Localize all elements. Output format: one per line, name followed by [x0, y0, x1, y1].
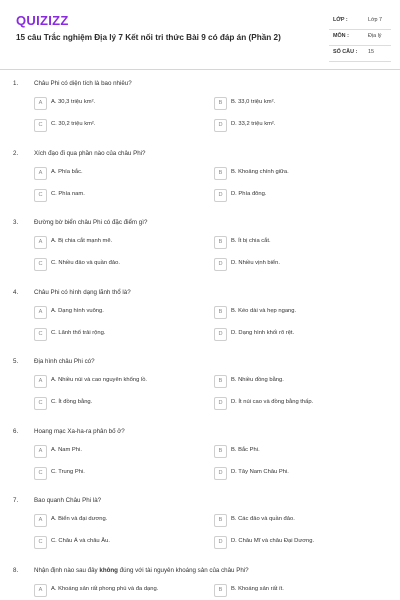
answer-option-a[interactable] [34, 236, 206, 250]
question-text-part: Nhận định nào sau đây [34, 566, 100, 574]
question-text-part: đúng với tài nguyên khoáng sản của châu Phi? [117, 566, 249, 574]
answer-option-a[interactable] [34, 584, 206, 598]
option-letter-box: B [214, 514, 227, 527]
option-letter-box: B [214, 236, 227, 249]
option-letter-box: D [214, 467, 227, 480]
option-text: C. Trung Phi. [51, 468, 85, 475]
answer-option-b[interactable] [214, 167, 386, 181]
option-text: A. Bị chia cắt mạnh mẽ. [51, 238, 113, 244]
answer-option-b[interactable] [214, 584, 386, 598]
question-text [34, 80, 384, 87]
option-letter-box: D [214, 536, 227, 549]
answer-option-d[interactable] [214, 328, 386, 342]
question-item [0, 209, 400, 279]
option-letter-box: A [34, 167, 47, 180]
option-letter-box: B [214, 97, 227, 110]
option-text: A. 30,3 triệu km². [51, 99, 96, 105]
option-letter-box: A [34, 445, 47, 458]
question-item [0, 487, 400, 557]
answer-option-a[interactable] [34, 514, 206, 528]
option-letter-box: B [214, 306, 227, 319]
option-text: D. Tây Nam Châu Phi. [231, 468, 289, 475]
question-text-part: Địa hình châu Phi có? [34, 358, 95, 365]
option-text: B. Bắc Phi. [231, 446, 260, 453]
option-letter-box: C [34, 467, 47, 480]
option-text: D. Dạng hình khối rõ rệt. [231, 329, 295, 336]
option-text: C. Châu Á và châu Âu. [51, 538, 110, 544]
question-text-emphasis: không [99, 566, 118, 574]
option-text: B. Kéo dài và hẹp ngang. [231, 307, 297, 314]
question-item [0, 140, 400, 210]
page-title: 15 câu Trắc nghiệm Địa lý 7 Kết nối tri thức Bài 9 có đáp án (Phần 2) [16, 33, 281, 42]
meta-row-grade [329, 14, 391, 30]
option-text: D. Châu Mĩ và châu Đại Dương. [231, 538, 315, 544]
question-number: 3. [13, 219, 19, 226]
option-letter-box: C [34, 536, 47, 549]
answer-option-d[interactable] [214, 467, 386, 481]
question-text [34, 358, 384, 365]
option-letter-box: A [34, 97, 47, 110]
answer-option-b[interactable] [214, 97, 386, 111]
option-text: C. Nhiều đảo và quần đảo. [51, 260, 120, 266]
option-letter-box: B [214, 584, 227, 597]
option-text: A. Phía bắc. [51, 168, 83, 175]
option-letter-box: B [214, 375, 227, 388]
answer-option-c[interactable] [34, 397, 206, 411]
option-text: D. Nhiều vịnh biển. [231, 260, 280, 266]
question-item [0, 557, 400, 600]
question-text-part: Đường bờ biển châu Phi có đặc điểm gì? [34, 219, 148, 226]
answer-option-b[interactable] [214, 445, 386, 459]
option-text: B. 33,0 triệu km². [231, 99, 276, 105]
option-text: A. Khoáng sản rất phong phú và đa dạng. [51, 585, 159, 592]
option-letter-box: C [34, 397, 47, 410]
answer-option-d[interactable] [214, 397, 386, 411]
meta-value: Lớp 7 [368, 17, 383, 23]
answer-option-c[interactable] [34, 536, 206, 550]
quizizz-logo[interactable]: QUIZIZZ [16, 13, 69, 28]
meta-row-subject [329, 30, 391, 46]
question-number: 1. [13, 80, 19, 87]
answer-option-c[interactable] [34, 328, 206, 342]
header [0, 0, 400, 70]
meta-label: LỚP : [333, 17, 348, 23]
question-item [0, 348, 400, 418]
answer-option-b[interactable] [214, 306, 386, 320]
option-text: D. 33,2 triệu km². [231, 121, 276, 127]
answer-option-a[interactable] [34, 375, 206, 389]
option-text: D. Phía đông. [231, 190, 267, 197]
question-list [0, 70, 400, 600]
option-letter-box: A [34, 584, 47, 597]
option-text: C. Lãnh thổ trải rộng. [51, 329, 106, 336]
option-text: A. Nam Phi. [51, 446, 82, 453]
question-text [34, 150, 384, 157]
option-letter-box: C [34, 119, 47, 132]
answer-option-d[interactable] [214, 258, 386, 272]
answer-option-b[interactable] [214, 375, 386, 389]
answer-option-c[interactable] [34, 467, 206, 481]
question-number: 2. [13, 149, 19, 157]
question-item [0, 70, 400, 140]
answer-option-d[interactable] [214, 536, 386, 550]
option-letter-box: D [214, 397, 227, 410]
question-text [34, 289, 384, 296]
question-text-part: Châu Phi có hình dạng lãnh thổ là? [34, 288, 131, 296]
meta-table [329, 14, 391, 62]
question-number: 8. [13, 566, 19, 574]
question-number: 5. [13, 358, 19, 365]
option-letter-box: A [34, 375, 47, 388]
question-text [34, 428, 384, 435]
option-letter-box: A [34, 306, 47, 319]
meta-row-count [329, 46, 391, 62]
question-text [34, 567, 384, 574]
option-text: B. Các đảo và quần đảo. [231, 516, 295, 522]
option-text: B. Nhiều đồng bằng. [231, 377, 284, 383]
question-text-part: Hoang mạc Xa-ha-ra phân bố ở? [34, 427, 125, 435]
option-letter-box: C [34, 328, 47, 341]
option-text: B. Ít bị chia cắt. [231, 238, 271, 244]
option-text: C. Phía nam. [51, 190, 85, 197]
option-letter-box: C [34, 189, 47, 202]
meta-value: 15 [368, 49, 374, 55]
question-text [34, 219, 384, 226]
option-letter-box: B [214, 167, 227, 180]
option-text: A. Biển và đại dương. [51, 516, 108, 522]
question-number: 4. [13, 288, 19, 296]
question-number: 7. [13, 497, 19, 504]
option-text: A. Nhiều núi và cao nguyên khổng lồ. [51, 377, 148, 383]
option-letter-box: D [214, 119, 227, 132]
option-text: B. Khoảng chính giữa. [231, 168, 289, 175]
answer-option-a[interactable] [34, 306, 206, 320]
option-letter-box: A [34, 236, 47, 249]
option-text: A. Dạng hình vuông. [51, 307, 104, 314]
option-letter-box: B [214, 445, 227, 458]
question-text [34, 497, 384, 504]
question-text-part: Xích đạo đi qua phần nào của châu Phi? [34, 149, 146, 157]
option-letter-box: D [214, 328, 227, 341]
option-letter-box: C [34, 258, 47, 271]
answer-option-d[interactable] [214, 119, 386, 133]
answer-option-d[interactable] [214, 189, 386, 203]
option-text: B. Khoáng sản rất ít. [231, 585, 284, 592]
answer-option-a[interactable] [34, 167, 206, 181]
question-item [0, 279, 400, 349]
question-text-part: Châu Phi có diện tích là bao nhiêu? [34, 80, 132, 87]
option-text: C. 30,2 triệu km². [51, 121, 96, 127]
meta-label: SỐ CÂU : [333, 49, 358, 55]
answer-option-b[interactable] [214, 514, 386, 528]
answer-option-c[interactable] [34, 258, 206, 272]
option-text: C. Ít đồng bằng. [51, 399, 93, 405]
answer-option-b[interactable] [214, 236, 386, 250]
answer-option-a[interactable] [34, 445, 206, 459]
option-text: D. Ít núi cao và đồng bằng thấp. [231, 399, 314, 405]
question-item [0, 418, 400, 488]
answer-option-c[interactable] [34, 189, 206, 203]
question-text-part: Bao quanh Châu Phi là? [34, 497, 102, 504]
meta-label: MÔN : [333, 33, 349, 39]
option-letter-box: D [214, 189, 227, 202]
option-letter-box: A [34, 514, 47, 527]
answer-option-a[interactable] [34, 97, 206, 111]
meta-value: Địa lý [368, 33, 382, 39]
question-number: 6. [13, 427, 19, 435]
option-letter-box: D [214, 258, 227, 271]
answer-option-c[interactable] [34, 119, 206, 133]
